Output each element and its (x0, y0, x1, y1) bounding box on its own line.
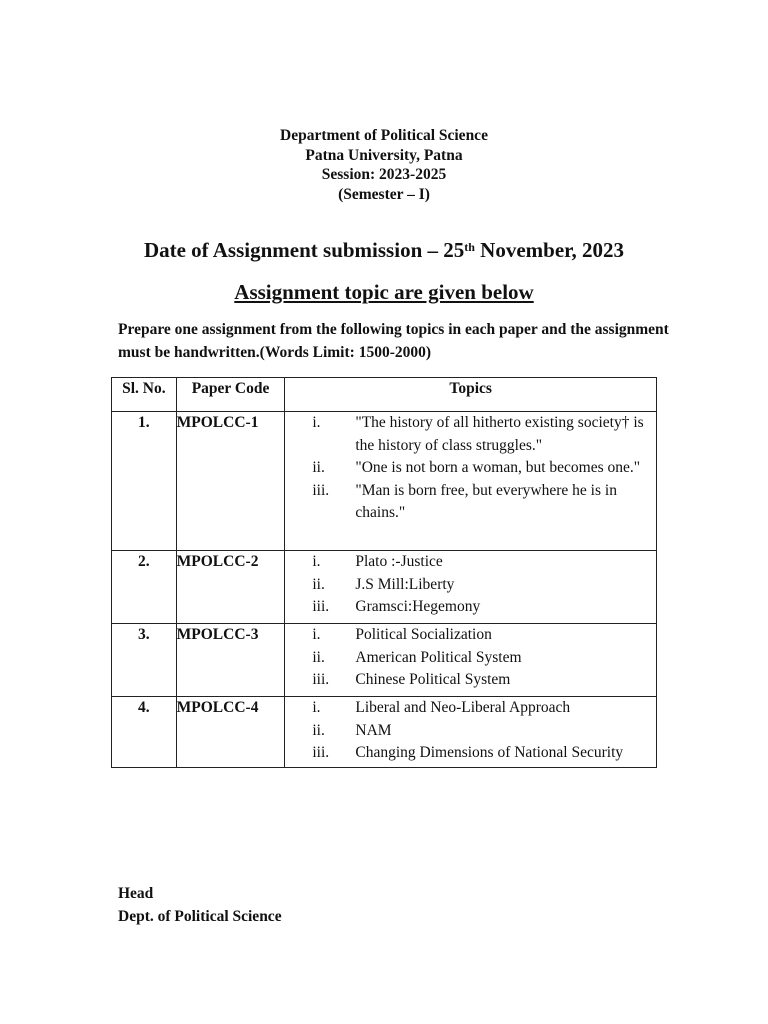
submission-date-prefix: Date of Assignment submission – 25 (143, 238, 465, 262)
topic-number: i. (312, 699, 321, 716)
paper-code: MPOLCC-2 (176, 551, 285, 624)
topic-item (285, 669, 656, 692)
topic-text: "Man is born free, but everywhere he is in chains." (355, 481, 617, 521)
topic-number: iii. (312, 598, 330, 615)
paper-code: MPOLCC-1 (176, 412, 285, 551)
table-row (112, 412, 657, 551)
topic-number: iii. (312, 744, 330, 761)
topic-number: iii. (312, 671, 330, 688)
topics-cell (285, 412, 657, 551)
table-row (112, 697, 657, 768)
serial-number: 4. (112, 697, 177, 768)
topic-text: "One is not born a woman, but becomes one." (355, 459, 641, 476)
topic-number: ii. (312, 459, 325, 476)
topic-text: J.S Mill:Liberty (355, 575, 455, 593)
topic-item (285, 412, 656, 457)
topic-number: ii. (312, 575, 325, 593)
topic-number: i. (312, 553, 321, 570)
assignment-table (111, 377, 657, 768)
table-row (112, 624, 657, 697)
topics-heading: Assignment topic are given below (234, 280, 534, 304)
topic-item (285, 480, 656, 525)
topic-number: ii. (312, 721, 325, 739)
session-label: Session: 2023-2025 (321, 166, 447, 183)
table-row (112, 551, 657, 624)
header-topics: Topics (285, 378, 657, 412)
university-name: Patna University, Patna (305, 146, 463, 164)
topic-text: Changing Dimensions of National Security (355, 744, 624, 761)
topic-text: NAM (355, 721, 392, 739)
topic-text: Liberal and Neo-Liberal Approach (355, 699, 571, 716)
topic-item (285, 647, 656, 670)
department-header (0, 126, 768, 204)
serial-number: 3. (112, 624, 177, 697)
serial-number: 2. (112, 551, 177, 624)
topic-text: "The history of all hitherto existing society† is the history of class struggles." (355, 414, 644, 454)
topic-item (285, 697, 656, 720)
semester-label: (Semester – I) (338, 185, 430, 203)
topic-text: Political Socialization (355, 626, 492, 643)
signature-block (118, 882, 282, 928)
signature-department: Dept. of Political Science (118, 908, 282, 925)
paper-code: MPOLCC-3 (176, 624, 285, 697)
topic-item (285, 624, 656, 647)
topic-number: i. (312, 414, 321, 431)
instruction-text: Prepare one assignment from the following topics in each paper and the assignment must be handwritten.(Words Limit: 1500-2000) (118, 321, 669, 361)
topic-number: iii. (312, 481, 330, 499)
topic-item (285, 457, 656, 480)
topic-item (285, 574, 656, 597)
paper-code: MPOLCC-4 (176, 697, 285, 768)
topics-cell (285, 697, 657, 768)
topics-cell (285, 624, 657, 697)
topic-text: American Political System (355, 648, 522, 666)
header-sl-no: Sl. No. (112, 378, 177, 412)
submission-date-heading (0, 236, 768, 264)
serial-number: 1. (112, 412, 177, 551)
header-paper-code: Paper Code (176, 378, 285, 412)
signature-title: Head (118, 885, 154, 902)
topic-item (285, 551, 656, 574)
table-header-row (112, 378, 657, 412)
topic-number: i. (312, 626, 321, 643)
topic-item (285, 596, 656, 619)
topic-text: Chinese Political System (355, 671, 511, 688)
department-name: Department of Political Science (280, 127, 488, 144)
submission-date-suffix: November, 2023 (474, 238, 625, 262)
topics-cell (285, 551, 657, 624)
topic-text: Gramsci:Hegemony (355, 598, 481, 615)
topic-item (285, 742, 656, 765)
submission-date-ordinal: th (464, 240, 475, 254)
topic-text: Plato :-Justice (355, 553, 443, 570)
topic-item (285, 720, 656, 743)
topic-number: ii. (312, 648, 325, 666)
